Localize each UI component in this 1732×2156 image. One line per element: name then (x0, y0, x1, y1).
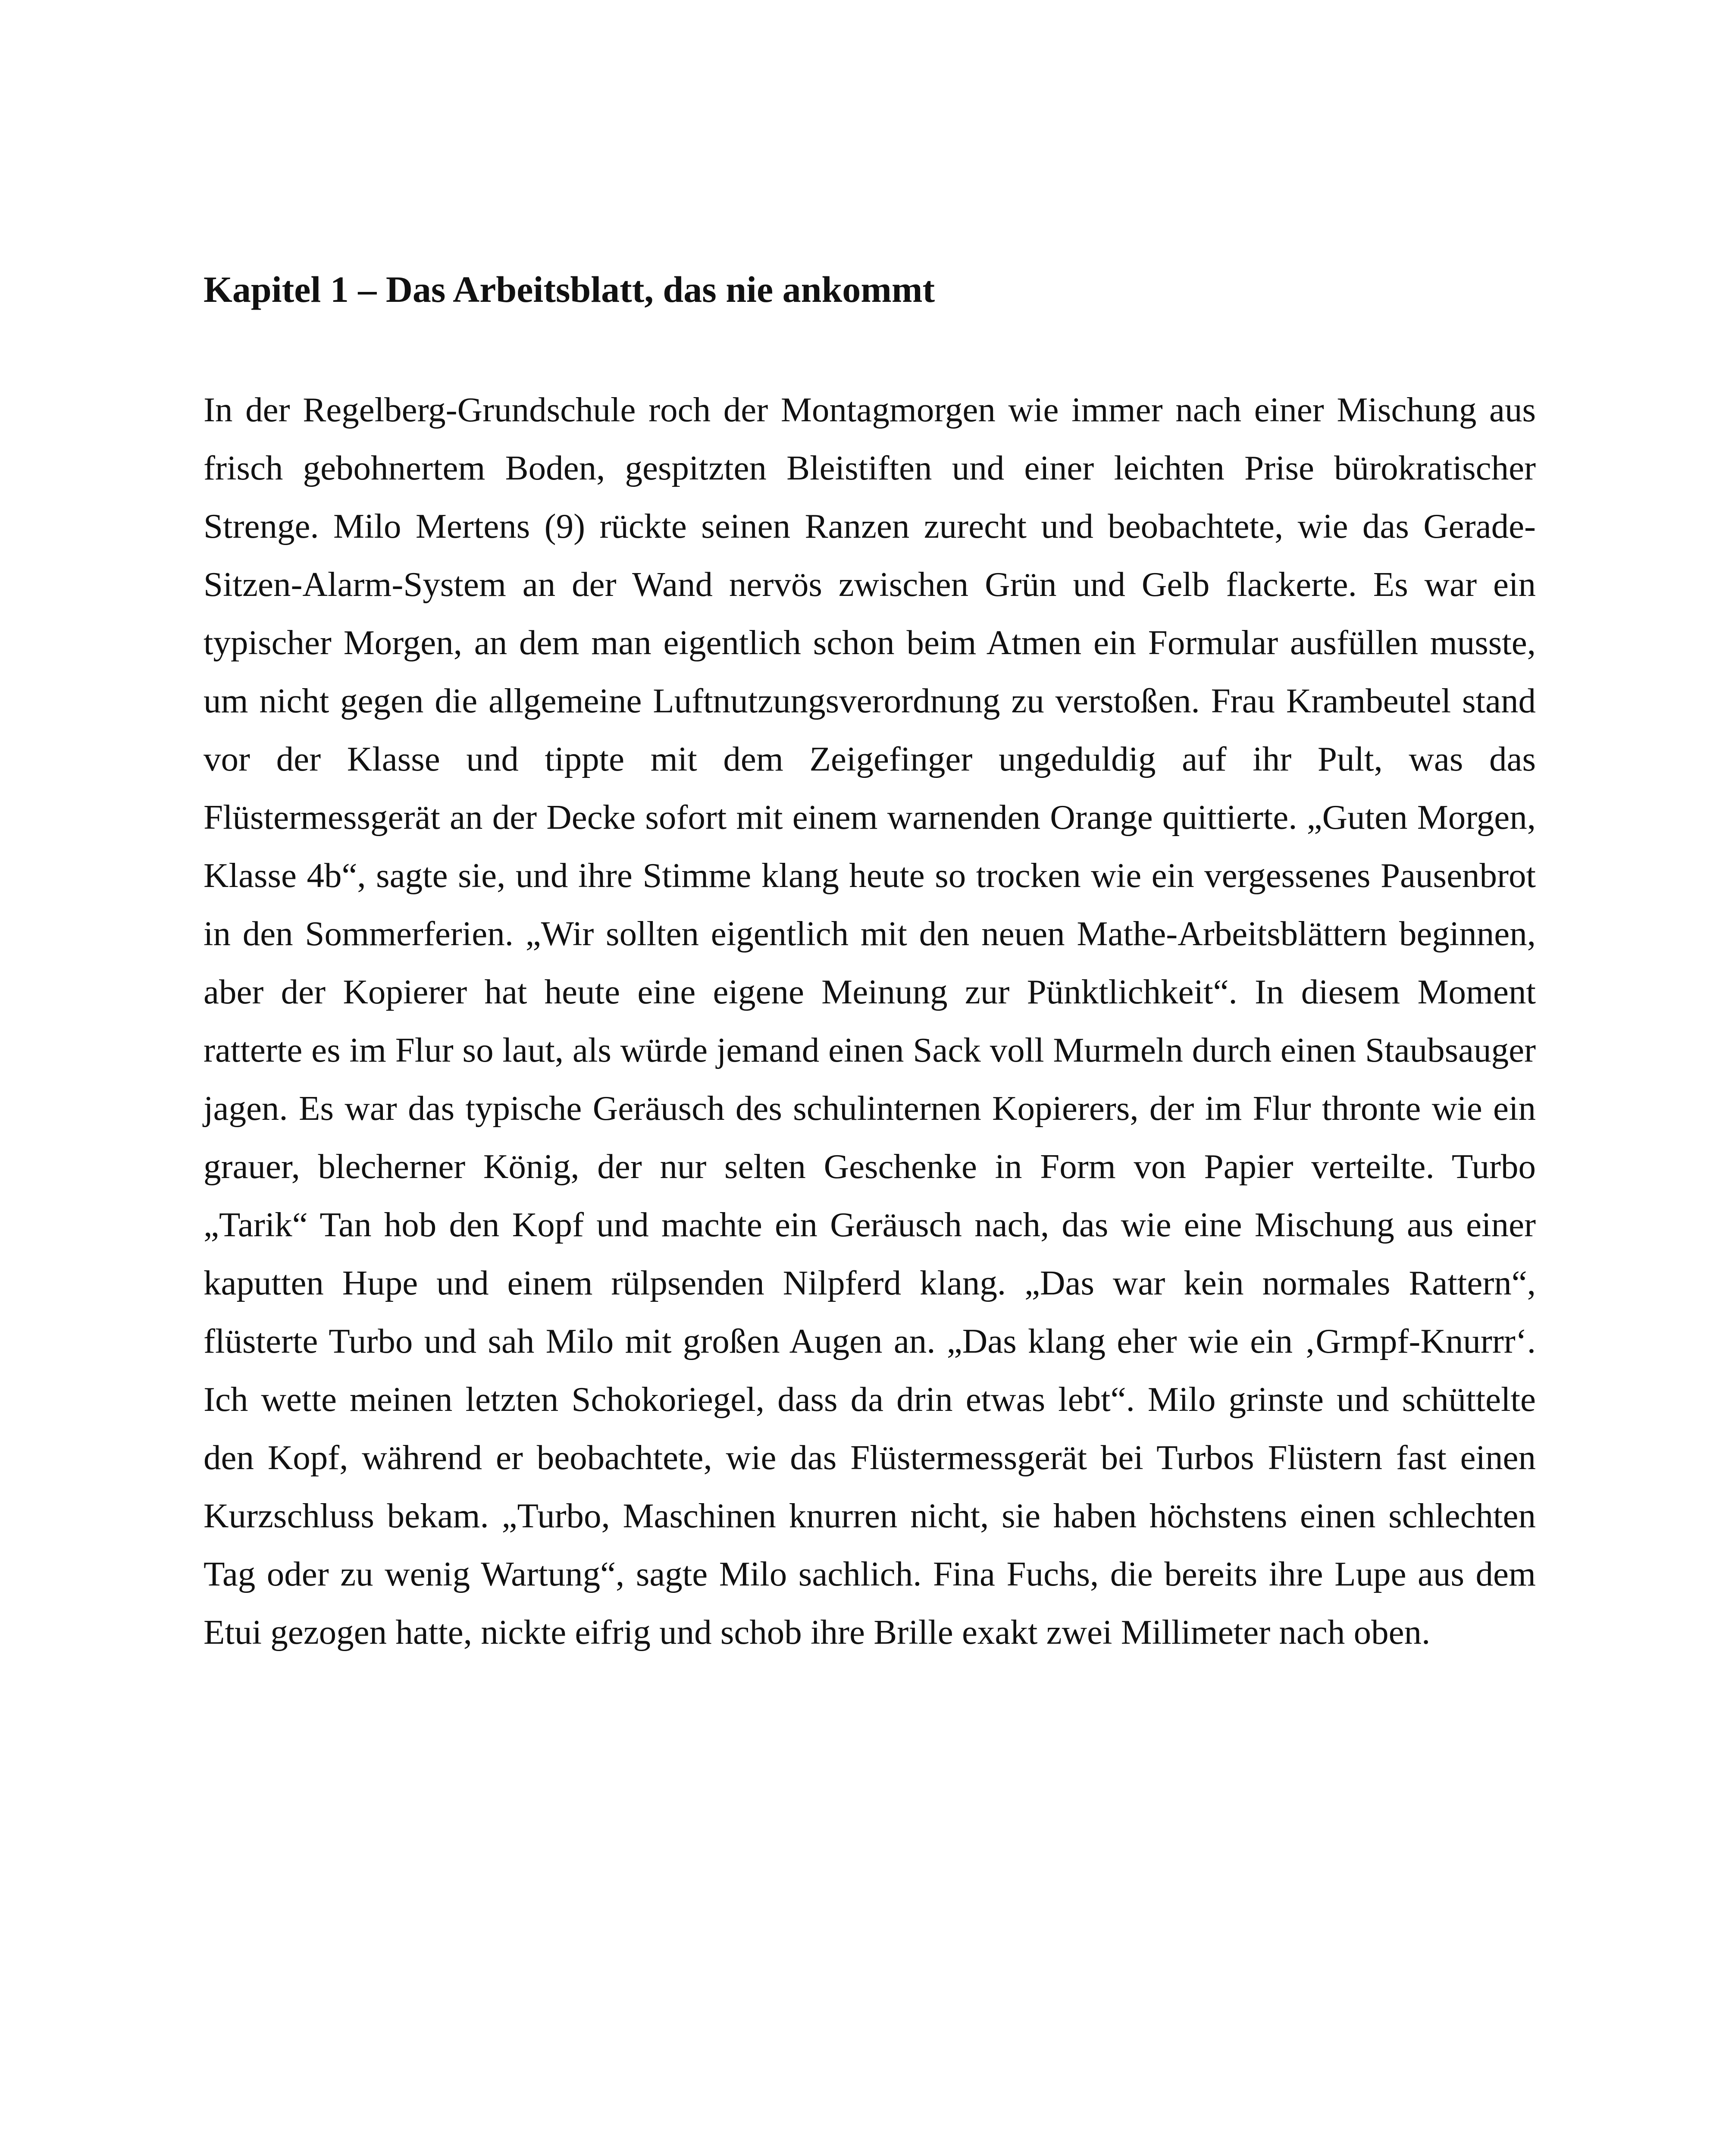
body-paragraph: In der Regelberg-Grundschule roch der Montagmorgen wie immer nach einer Mischung aus frisch gebohnertem Boden, gespitzten Bleistiften und einer leichten Prise bürokratischer Strenge. Milo Mertens (9) rückte seinen Ranzen zurecht und beobachtete, wie das Gerade-Sitzen-Alarm-System an der Wand nervös zwischen Grün und Gelb flackerte. Es war ein typischer Morgen, an dem man eigentlich schon beim Atmen ein Formular ausfüllen musste, um nicht gegen die allgemeine Luftnutzungsverordnung zu verstoßen. Frau Krambeutel stand vor der Klasse und tippte mit dem Zeigefinger ungeduldig auf ihr Pult, was das Flüstermessgerät an der Decke sofort mit einem warnenden Orange quittierte. „Guten Morgen, Klasse 4b“, sagte sie, und ihre Stimme klang heute so trocken wie ein vergessenes Pausenbrot in den Sommerferien. „Wir sollten eigentlich mit den neuen Mathe-Arbeitsblättern beginnen, aber der Kopierer hat heute eine eigene Meinung zur Pünktlichkeit“. In diesem Moment ratterte es im Flur so laut, als würde jemand einen Sack voll Murmeln durch einen Staubsauger jagen. Es war das typische Geräusch des schulinternen Kopierers, der im Flur thronte wie ein grauer, blecherner König, der nur selten Geschenke in Form von Papier verteilte. Turbo „Tarik“ Tan hob den Kopf und machte ein Geräusch nach, das wie eine Mischung aus einer kaputten Hupe und einem rülpsenden Nilpferd klang. „Das war kein normales Rattern“, flüsterte Turbo und sah Milo mit großen Augen an. „Das klang eher wie ein ‚Grmpf-Knurrr‘. Ich wette meinen letzten Schokoriegel, dass da drin etwas lebt“. Milo grinste und schüttelte den Kopf, während er beobachtete, wie das Flüstermessgerät bei Turbos Flüstern fast einen Kurzschluss bekam. „Turbo, Maschinen knurren nicht, sie haben höchstens einen schlechten Tag oder zu wenig Wartung“, sagte Milo sachlich. Fina Fuchs, die bereits ihre Lupe aus dem Etui gezogen hatte, nickte eifrig und schob ihre Brille exakt zwei Millimeter nach oben. (204, 390, 1536, 1652)
page-content (204, 267, 1536, 1661)
chapter-title: Kapitel 1 – Das Arbeitsblatt, das nie ankommt (204, 269, 935, 310)
